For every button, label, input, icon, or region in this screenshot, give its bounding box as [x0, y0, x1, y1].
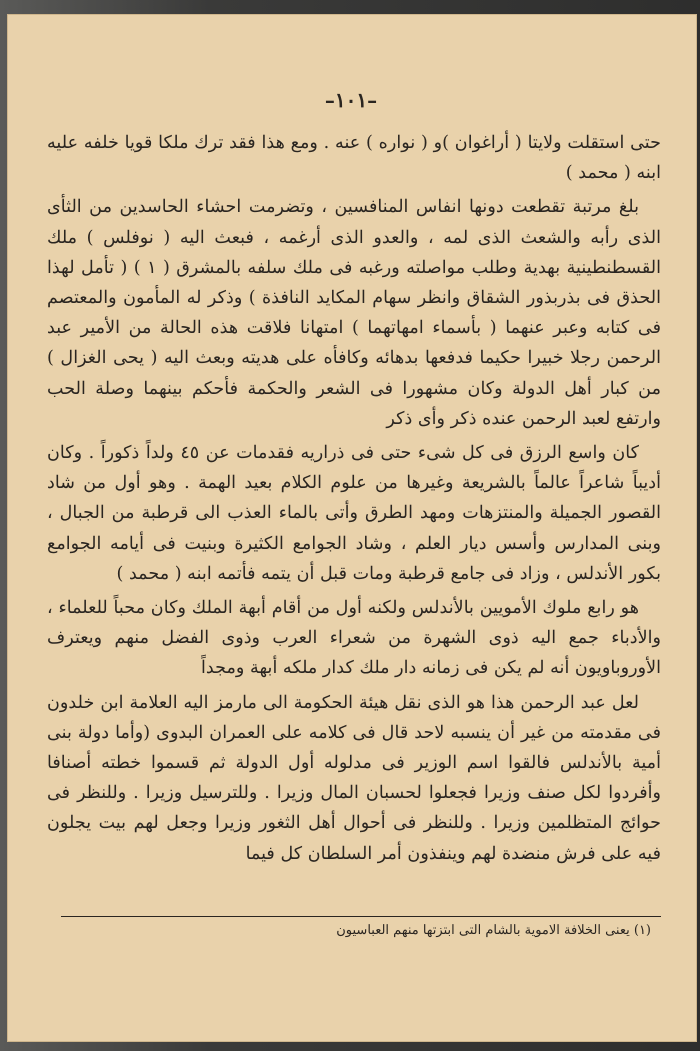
paragraph-5: لعل عبد الرحمن هذا هو الذى نقل هيئة الحكومة الى مارمز اليه العلامة ابن خلدون فى مقدمته من غير أن ينسبه لاحد قال فى كلامه على العمران البدوى (وأما دولة بنى أمية بالأندلس فالقوا اسم الوزير فى مدلوله أول الدولة ثم قسموا خطته أصنافا وأفردوا لكل صنف وزيرا فجعلوا لحسبان المال وزيرا . وللترسيل وزيرا . وللنظر فى حوائج المتظلمين وزيرا . وللنظر فى أحوال أهل الثغور وزيرا وجعل لهم بيت يجلون فيه على فرش منضدة لهم وينفذون أمر السلطان كل فيما — [47, 692, 661, 864]
footnote: (١) يعنى الخلافة الاموية بالشام التى ابتزتها منهم العباسيون — [336, 923, 651, 938]
book-page — [7, 14, 697, 1042]
page-body — [41, 24, 661, 1024]
page-number: –١٠١– — [324, 88, 378, 112]
footnote-divider — [61, 916, 661, 917]
paragraph-4: هو رابع ملوك الأمويين بالأندلس ولكنه أول من أقام أبهة الملك وكان محباً للعلماء ، والأدباء جمع اليه ذوى الشهرة من شعراء العرب وذوى الفضل منهم ويعترف الأوروباويون أنه لم يكن فى زمانه دار ملك كدار ملكه أبهة ومجداً — [47, 598, 661, 679]
paragraph-1: حتى استقلت ولايتا ( أراغوان )و ( نواره ) عنه . ومع هذا فقد ترك ملكا قويا خلفه عليه ابنه ( محمد ) — [47, 133, 661, 184]
paragraph-3: كان واسع الرزق فى كل شىء حتى فى ذراريه فقدمات عن ٤٥ ولداً ذكوراً . وكان أديباً شاعراً عالماً بالشريعة وغيرها من علوم الكلام بعيد الهمة . وهو أول من شاد القصور الجميلة والمنتزهات ومهد الطرق وأتى بالماء العذب الى قرطبة من الجبال ، وبنى المدارس وأسس ديار العلم ، وشاد الجوامع الكثيرة وبنيت فى أيامه الجوامع بكور الأندلس ، وزاد فى جامع قرطبة ومات قبل أن يتمه فأتمه ابنه ( محمد ) — [47, 443, 661, 584]
main-text — [47, 128, 661, 873]
paragraph-2: بلغ مرتبة تقطعت دونها انفاس المنافسين ، وتضرمت احشاء الحاسدين من الثأى الذى رأبه والشعث الذى لمه ، والعدو الذى أرغمه ، فبعث اليه ( نوفلس ) ملك القسطنطينية بهدية وطلب مواصلته ورغبه فى ملك سلفه بالمشرق ( ١ ) ( تأمل لهذا الحذق فى بذربذور الشقاق وانظر سهام المكايد النافذة ) وذكر له المأمون والمعتصم فى كتابه وعبر عنهما ( بأسماء امهاتهما ) امتهانا فلاقت هذه الحالة من الأمير عبد الرحمن رجلا خبيرا حكيما فدفعها بدهائه وكافأه على هديته وبعث اليه ( يحى الغزال ) من كبار أهل الدولة وكان مشهورا فى الشعر والحكمة فأحكم بينهما وصلة الحب وارتفع لعبد الرحمن عنده ذكر وأى ذكر — [47, 197, 661, 429]
